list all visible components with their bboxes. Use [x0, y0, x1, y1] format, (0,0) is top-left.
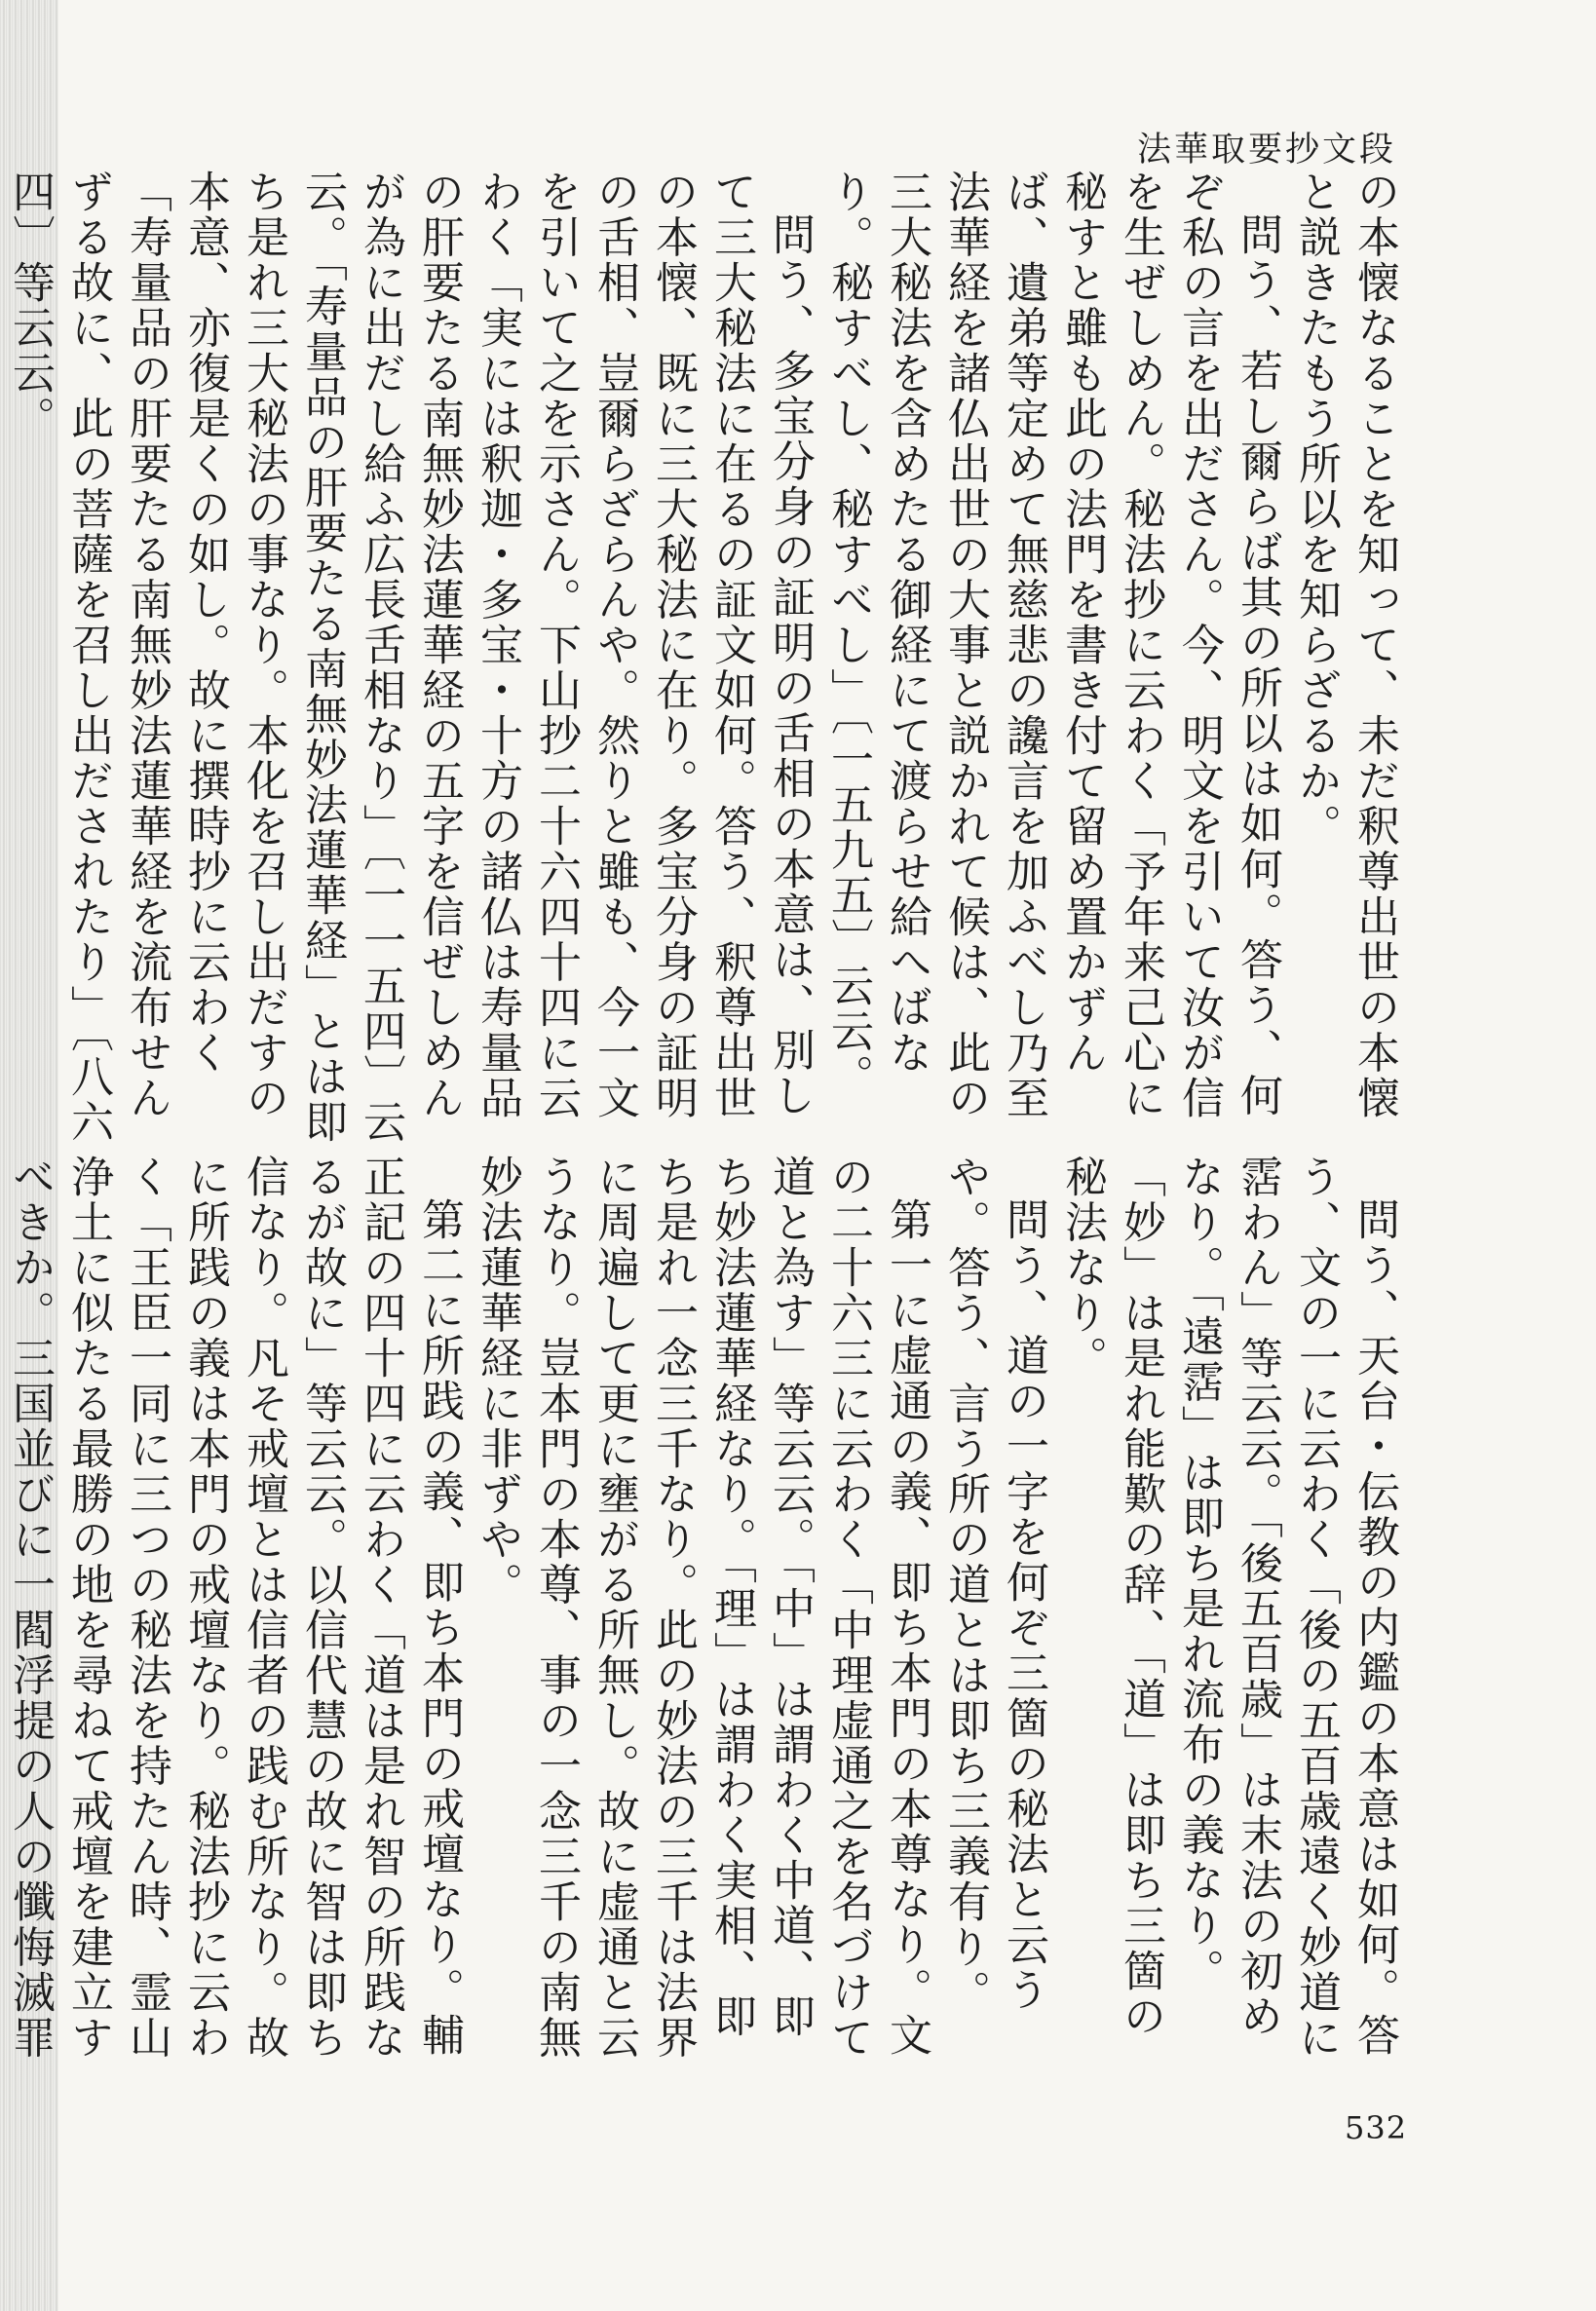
lower-text-block [5, 1155, 1403, 2061]
upper-text-block [5, 170, 1403, 1149]
paragraph: 問う、若し爾らば其の所以は如何。答う、何ぞ私の言を出ださん。今、明文を引いて汝が信を生ぜしめん。秘法抄に云わく「予年来己心に秘すと雖も此の法門を書き付て留め置かずんば、遺弟等定めて無慈悲の讒言を加ふべし乃至法華経を諸仏出世の大事と説かれて候は、此の三大秘法を含めたる御経にて渡らせ給へばなり。秘すべし、秘すべし」〔一五九五〕云云。 [823, 170, 1282, 1121]
running-title: 法華取要抄文段 [1136, 131, 1396, 170]
paragraph: の本懐なることを知って、未だ釈尊出世の本懐と説きたもう所以を知らざるか。 [1291, 170, 1399, 1121]
page-number: 532 [1345, 2109, 1408, 2146]
paragraph: 問う、天台・伝教の内鑑の本意は如何。答う、文の一に云わく「後の五百歳遠く妙道に霑わん」等云云。「後五百歳」は末法の初めなり。「遠霑」は即ち是れ流布の義なり。「妙」は是れ能歎の辞、「道」は即ち三箇の秘法なり。 [1057, 1155, 1399, 2061]
paragraph: 問う、多宝分身の証明の舌相の本意は、別して三大秘法に在るの証文如何。答う、釈尊出世の本懐、既に三大秘法に在り。多宝分身の証明の舌相、豈爾らざらんや。然りと雖も、今一文を引いて之を示さん。下山抄二十六四十四に云わく「実には釈迦・多宝・十方の諸仏は寿量品の肝要たる南無妙法蓮華経の五字を信ぜしめんが為に出だし給ふ広長舌相なり」〔一一五四〕云云。「寿量品の肝要たる南無妙法蓮華経」とは即ち是れ三大秘法の事なり。本化を召し出だすの本意、亦復是くの如し。故に撰時抄に云わく「寿量品の肝要たる南無妙法蓮華経を流布せんずる故に、此の菩薩を召し出だされたり」〔八六四〕等云云。 [5, 170, 815, 1145]
paragraph: 問う、道の一字を何ぞ三箇の秘法と云うや。答う、言う所の道とは即ち三義有り。 [940, 1155, 1048, 2016]
paragraph: 第一に虚通の義、即ち本門の本尊なり。文の二十六三に云わく「中理虚通之を名づけて道と為す」等云云。「中」は謂わく中道、即ち妙法蓮華経なり。「理」は謂わく実相、即ち是れ一念三千なり。此の妙法の三千は法界に周遍して更に壅がる所無し。故に虚通と云うなり。豈本門の本尊、事の一念三千の南無妙法蓮華経に非ずや。 [473, 1155, 931, 2061]
paragraph: 第二に所践の義、即ち本門の戒壇なり。輔正記の四十四に云わく「道は是れ智の所践なるが故に」等云云。以信代慧の故に智は即ち信なり。凡そ戒壇とは信者の践む所なり。故に所践の義は本門の戒壇なり。秘法抄に云わく「王臣一同に三つの秘法を持たん時、霊山浄土に似たる最勝の地を尋ねて戒壇を建立すべきか。三国並びに一閻浮提の人の懺悔滅罪 [5, 1155, 464, 2061]
